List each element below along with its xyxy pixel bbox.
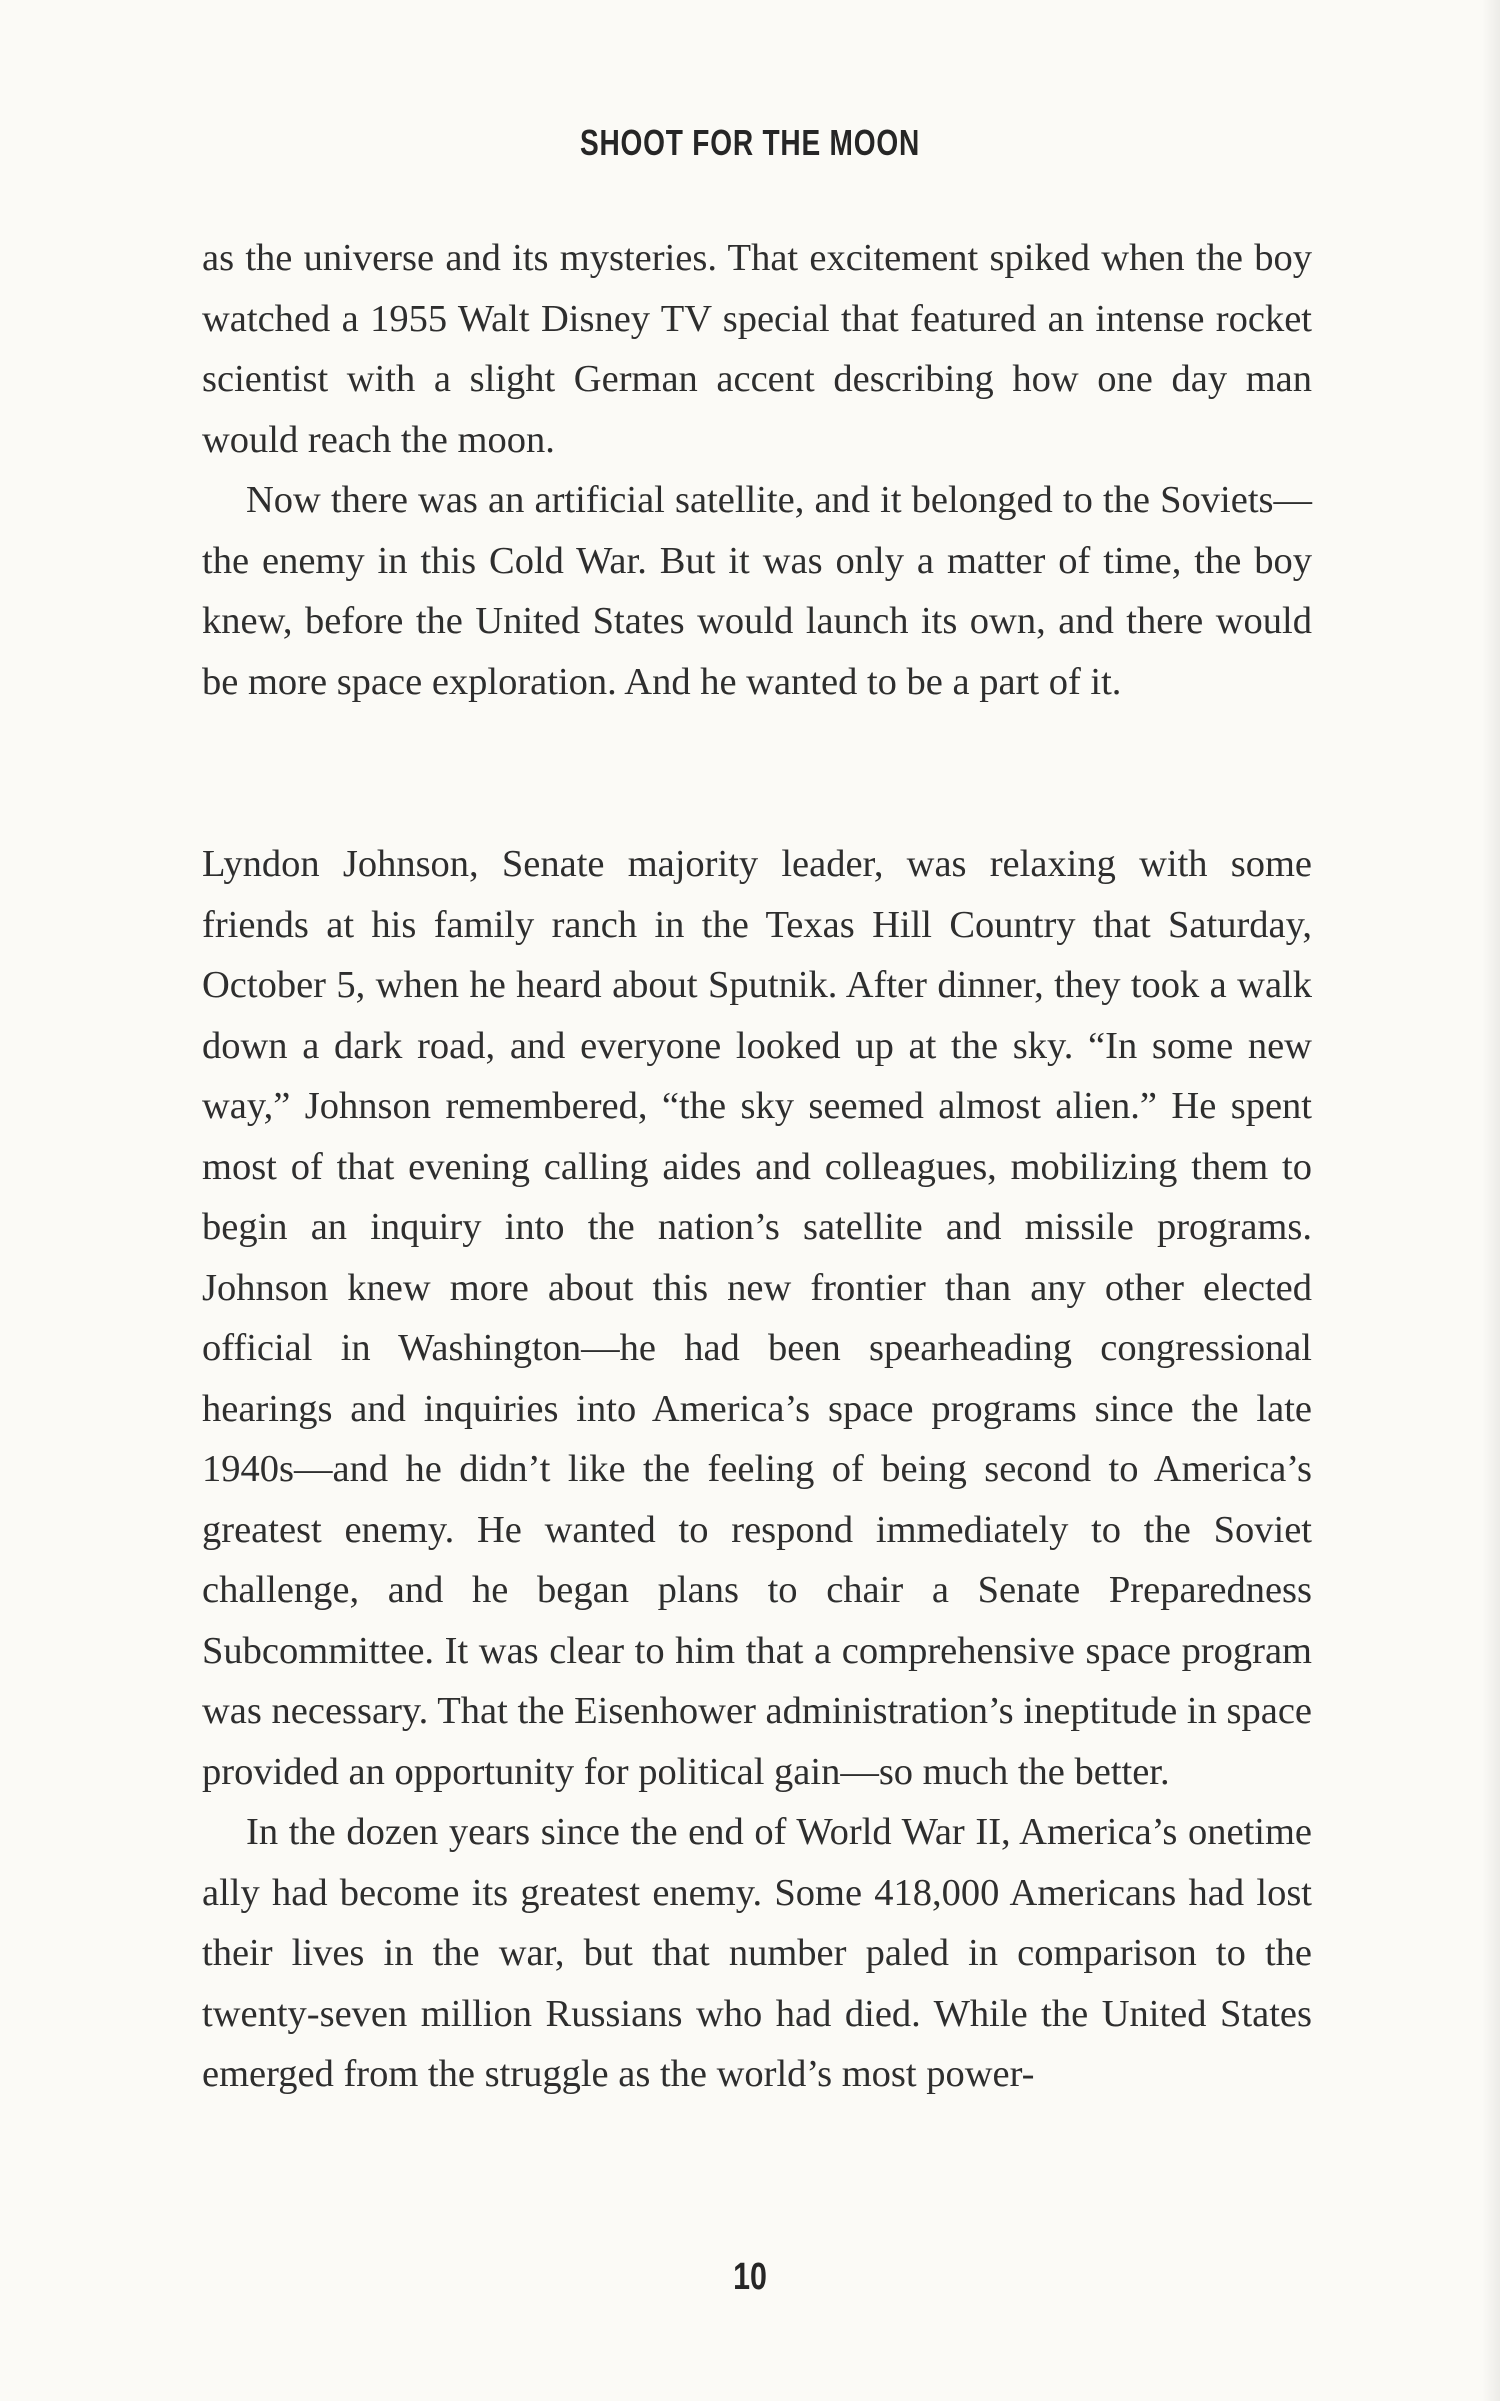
- paragraph: In the dozen years since the end of World War II, America’s onetime ally had become its greatest enemy. Some 418,000 Americans had lost their lives in the war, but that number paled in comparison to the twenty-seven million Russians who had died. While the United States emerged from the struggle as the world’s most power-: [202, 1811, 1312, 2095]
- text-section-1: [202, 228, 1312, 712]
- paragraph: Now there was an artificial satellite, and it belonged to the Soviets—the enemy in this Cold War. But it was only a matter of time, the boy knew, before the United States would launch its own, and there would be more space exploration. And he wanted to be a part of it.: [202, 479, 1312, 703]
- paragraph: as the universe and its mysteries. That excitement spiked when the boy watched a 1955 Walt Disney TV special that featured an intense rocket scientist with a slight German accent describing how one day man would reach the moon.: [202, 237, 1312, 461]
- page-number: 10: [733, 2256, 767, 2298]
- paragraph: Lyndon Johnson, Senate majority leader, was relaxing with some friends at his family ranch in the Texas Hill Country that Saturday, October 5, when he heard about Sputnik. After dinner, they took a walk down a dark road, and everyone looked up at the sky. “In some new way,” Johnson remembered, “the sky seemed almost alien.” He spent most of that evening calling aides and colleagues, mobilizing them to begin an inquiry into the nation’s satellite and missile programs. Johnson knew more about this new frontier than any other elected official in Washington—he had been spearheading congressional hearings and inquiries into America’s space programs since the late 1940s—and he didn’t like the feeling of being second to America’s greatest enemy. He wanted to respond immediately to the Soviet challenge, and he began plans to chair a Senate Preparedness Subcommittee. It was clear to him that a comprehensive space program was necessary. That the Eisenhower administration’s ineptitude in space provided an opportunity for political gain—so much the better.: [202, 843, 1312, 1793]
- text-section-2: [202, 834, 1312, 2105]
- page-edge-shadow: [1482, 0, 1500, 2401]
- running-head: SHOOT FOR THE MOON: [579, 122, 921, 163]
